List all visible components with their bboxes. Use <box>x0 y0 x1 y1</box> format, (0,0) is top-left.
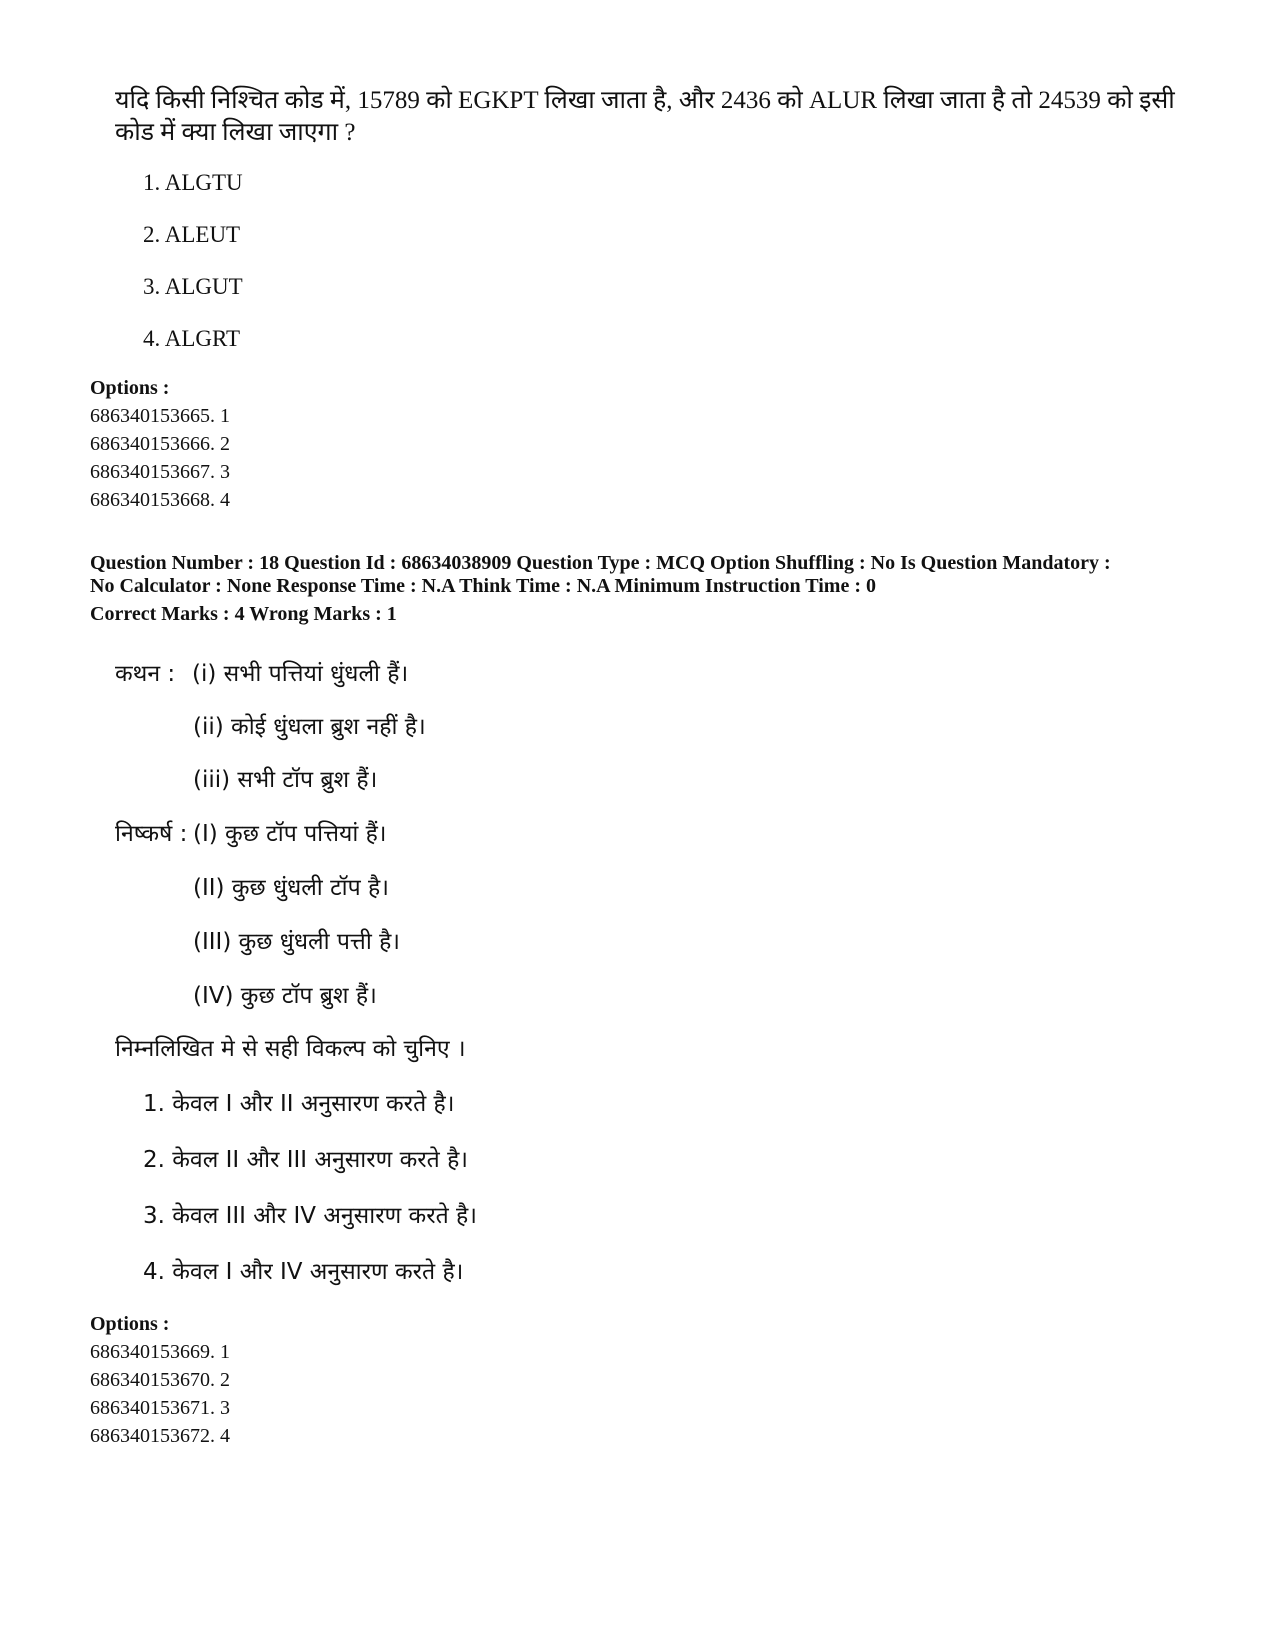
q18-marks-line: Correct Marks : 4 Wrong Marks : 1 <box>90 603 397 625</box>
q18-conclusion-1: (I) कुछ टॉप पत्तियां हैं। <box>193 821 387 847</box>
q17-choice-1: 1. ALGTU <box>143 170 243 195</box>
q18-meta-line1: Question Number : 18 Question Id : 68634038909 Question Type : MCQ Option Shuffling : No Is Question Mandatory : <box>90 552 1111 574</box>
q18-instruction: निम्नलिखित मे से सही विकल्प को चुनिए । <box>115 1036 466 1062</box>
q17-choice-2: 2. ALEUT <box>143 222 241 247</box>
q17-text-line1: यदि किसी निश्चित कोड में, 15789 को EGKPT लिखा जाता है, और 2436 को ALUR लिखा जाता है तो 24539 को इसी <box>115 87 1175 114</box>
q18-statement-1: (i) सभी पत्तियां धुंधली हैं। <box>192 661 409 687</box>
q18-conclusion-3: (III) कुछ धुंधली पत्ती है। <box>193 929 401 955</box>
q18-conclusion-label: निष्कर्ष : <box>115 821 188 847</box>
q18-choice-4: 4. केवल I और IV अनुसारण करते है। <box>143 1259 464 1285</box>
q17-choice-4: 4. ALGRT <box>143 326 241 351</box>
q18-conclusion-2: (II) कुछ धुंधली टॉप है। <box>193 875 389 901</box>
q18-option-1: 686340153669. 1 <box>90 1341 230 1363</box>
q18-meta-line2: No Calculator : None Response Time : N.A Think Time : N.A Minimum Instruction Time : 0 <box>90 575 876 597</box>
q17-option-1: 686340153665. 1 <box>90 405 230 427</box>
q18-option-4: 686340153672. 4 <box>90 1425 230 1447</box>
q18-choice-2: 2. केवल II और III अनुसारण करते है। <box>143 1147 469 1173</box>
q18-choice-3: 3. केवल III और IV अनुसारण करते है। <box>143 1203 477 1229</box>
q18-statement-3: (iii) सभी टॉप ब्रुश हैं। <box>193 767 378 793</box>
q17-text-line2: कोड में क्या लिखा जाएगा ? <box>115 119 356 146</box>
q17-choice-3: 3. ALGUT <box>143 274 243 299</box>
q17-option-3: 686340153667. 3 <box>90 461 230 483</box>
q18-statement-label: कथन : <box>115 661 176 687</box>
q18-statement-2: (ii) कोई धुंधला ब्रुश नहीं है। <box>193 714 426 740</box>
q18-option-3: 686340153671. 3 <box>90 1397 230 1419</box>
q17-option-2: 686340153666. 2 <box>90 433 230 455</box>
q17-options-label: Options : <box>90 377 170 399</box>
q18-option-2: 686340153670. 2 <box>90 1369 230 1391</box>
q18-options-label: Options : <box>90 1313 170 1335</box>
q18-choice-1: 1. केवल I और II अनुसारण करते है। <box>143 1091 455 1117</box>
q17-option-4: 686340153668. 4 <box>90 489 230 511</box>
q18-conclusion-4: (IV) कुछ टॉप ब्रुश हैं। <box>193 983 377 1009</box>
